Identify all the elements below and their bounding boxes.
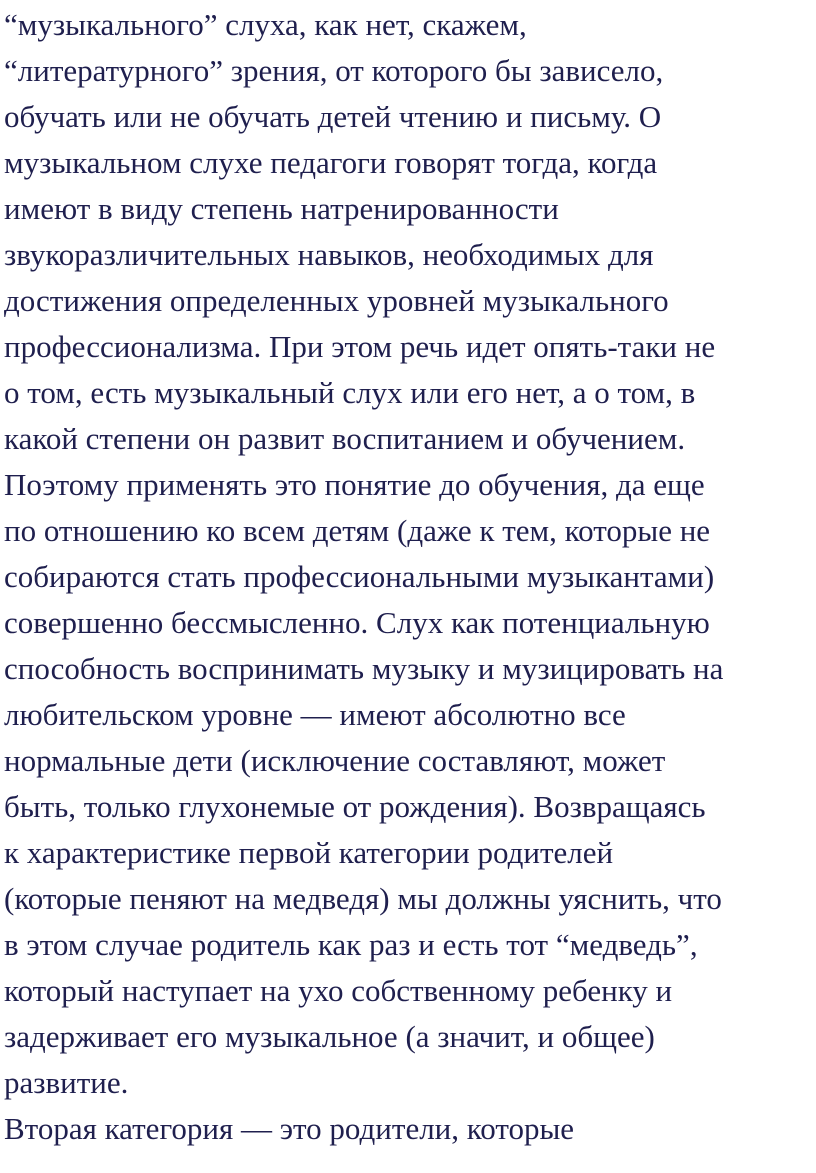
text-line: звукоразличительных навыков, необходимых для — [4, 237, 654, 272]
text-line: музыкальном слухе педагоги говорят тогда, когда — [4, 145, 658, 180]
text-line: имеют в виду степень натренированности — [4, 191, 559, 226]
text-line: Поэтому применять это понятие до обучения, да еще — [4, 467, 705, 502]
text-line: обучать или не обучать детей чтению и письму. О — [4, 99, 662, 134]
text-line: достижения определенных уровней музыкального — [4, 283, 669, 318]
text-line: о том, есть музыкальный слух или его нет, а о том, в — [4, 375, 696, 410]
text-line: (которые пеняют на медведя) мы должны уяснить, что — [4, 881, 722, 916]
text-line: какой степени он развит воспитанием и обучением. — [4, 421, 686, 456]
text-line: совершенно бессмысленно. Слух как потенциальную — [4, 605, 710, 640]
text-line: быть, только глухонемые от рождения). Возвращаясь — [4, 789, 706, 824]
text-line: нормальные дети (исключение составляют, может — [4, 743, 666, 778]
text-line: задерживает его музыкальное (а значит, и общее) — [4, 1019, 655, 1054]
text-line: к характеристике первой категории родителей — [4, 835, 614, 870]
text-line: “музыкального” слуха, как нет, скажем, — [4, 7, 527, 42]
text-line: “литературного” зрения, от которого бы зависело, — [4, 53, 664, 88]
text-line: в этом случае родитель как раз и есть тот “медведь”, — [4, 927, 698, 962]
text-line: любительском уровне — имеют абсолютно все — [4, 697, 626, 732]
text-line: способность воспринимать музыку и музицировать на — [4, 651, 724, 686]
text-line: который наступает на ухо собственному ребенку и — [4, 973, 673, 1008]
text-line: по отношению ко всем детям (даже к тем, которые не — [4, 513, 711, 548]
text-line: развитие. — [4, 1065, 129, 1100]
text-line: Вторая категория — это родители, которые — [4, 1111, 575, 1146]
text-line: профессионализма. При этом речь идет опять-таки не — [4, 329, 716, 364]
text-line: собираются стать профессиональными музыкантами) — [4, 559, 715, 594]
